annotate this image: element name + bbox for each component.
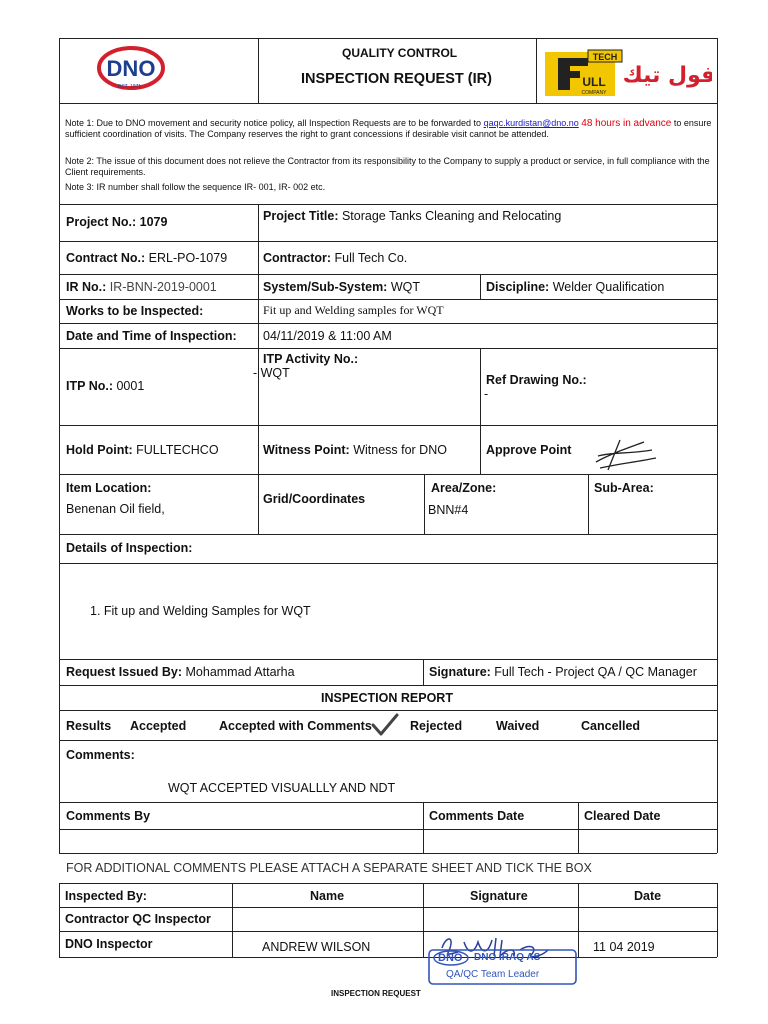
checkmark-icon [370,712,400,738]
quality-control-label: QUALITY CONTROL [342,46,458,60]
stamp-line-2: QA/QC Team Leader [446,969,540,980]
witness-point: Witness Point: Witness for DNO [263,443,447,457]
hold-point: Hold Point: FULLTECHCO [66,443,219,457]
details-item: 1. Fit up and Welding Samples for WQT [90,604,311,618]
svg-text:DNO: DNO [106,56,156,81]
result-accepted-with-comments[interactable]: Accepted with Comments [219,719,372,733]
additional-comments-note: FOR ADDITIONAL COMMENTS PLEASE ATTACH A SEPARATE SHEET AND TICK THE BOX [66,861,592,875]
results-label: Results [66,719,112,733]
footer: INSPECTION REQUEST [331,989,421,998]
itp-no: ITP No.: 0001 [66,379,145,393]
dno-stamp: DNO DNO IRAQ AS QA/QC Team Leader [428,928,578,986]
itp-activity-value: - WQT [253,366,290,380]
grid-coordinates-label: Grid/Coordinates [263,492,366,506]
date-value: 04/11/2019 & 11:00 AM [263,329,392,343]
note-2: Note 2: The issue of this document does not relieve the Contractor from its responsibility to the Company to supply a product or service, in full compliance with the Client requirements. [65,156,710,177]
contract-no: Contract No.: ERL-PO-1079 [66,251,228,265]
issuer-signature: Signature: Full Tech - Project QA / QC Manager [429,665,697,679]
comments-value: WQT ACCEPTED VISUALLLY AND NDT [168,781,396,795]
system-sub-system: System/Sub-System: WQT [263,280,421,294]
svg-text:فول تيك: فول تيك [622,63,712,88]
note-3: Note 3: IR number shall follow the sequence IR- 001, IR- 002 etc. [65,182,326,192]
result-rejected[interactable]: Rejected [410,719,463,733]
date-header: Date [634,889,662,903]
result-accepted[interactable]: Accepted [130,719,187,733]
dno-inspector-name: ANDREW WILSON [262,940,371,954]
approve-point: Approve Point [486,443,572,457]
sub-area-label: Sub-Area: [594,481,654,495]
svg-text:COMPANY: COMPANY [581,90,607,96]
dno-logo-sub: EST. 1971 [118,84,142,90]
svg-text:TECH: TECH [592,52,618,62]
item-location-value: Benenan Oil field, [66,502,165,516]
dno-logo [96,45,166,95]
note-1-email[interactable]: qaqc.kurdistan@dno.no [483,118,579,128]
request-issued-by: Request Issued By: Mohammad Attarha [66,665,295,679]
project-no: Project No.: 1079 [66,215,168,229]
approve-signature [590,432,660,472]
ref-drawing-value: - [484,387,489,401]
svg-text:ULL: ULL [582,75,606,89]
details-label: Details of Inspection: [66,541,193,555]
works-label: Works to be Inspected: [66,304,204,318]
contractor: Contractor: Full Tech Co. [263,251,408,265]
result-waived[interactable]: Waived [496,719,540,733]
ir-no: IR No.: IR-BNN-2019-0001 [66,280,217,294]
project-title: Project Title: Storage Tanks Cleaning and Relocating [263,209,562,223]
area-zone-value: BNN#4 [428,503,469,517]
note-1: Note 1: Due to DNO movement and security notice policy, all Inspection Requests are to be forwarded to qaqc.kurdistan@dno.no 48 hours in advance to ensure sufficient coordination of visits. The Company reserves the right to grant concessions if desirable visit cannot be attended. [65,118,712,139]
contractor-qc-inspector: Contractor QC Inspector [65,912,211,926]
ref-drawing-label: Ref Drawing No.: [486,373,587,387]
comments-date-label: Comments Date [429,809,525,823]
inspection-report-heading: INSPECTION REPORT [321,691,453,705]
area-zone-label: Area/Zone: [431,481,497,495]
date-label: Date and Time of Inspection: [66,329,237,343]
cleared-date-label: Cleared Date [584,809,661,823]
note-1-red: 48 hours in advance [581,118,672,129]
comments-by-label: Comments By [66,809,151,823]
comments-label: Comments: [66,748,135,762]
dno-inspector: DNO Inspector [65,937,153,951]
full-tech-logo [544,48,712,98]
item-location-label: Item Location: [66,481,152,495]
inspected-by-header: Inspected By: [65,889,147,903]
name-header: Name [310,889,345,903]
discipline: Discipline: Welder Qualification [486,280,665,294]
works-value: Fit up and Welding samples for WQT [263,303,444,317]
itp-activity-label: ITP Activity No.: [263,352,359,366]
stamp-line-1: DNO IRAQ AS [474,952,541,963]
page-title: INSPECTION REQUEST (IR) [301,71,492,87]
result-cancelled[interactable]: Cancelled [581,719,641,733]
signature-header: Signature [470,889,528,903]
dno-inspector-date: 11 04 2019 [593,940,655,954]
